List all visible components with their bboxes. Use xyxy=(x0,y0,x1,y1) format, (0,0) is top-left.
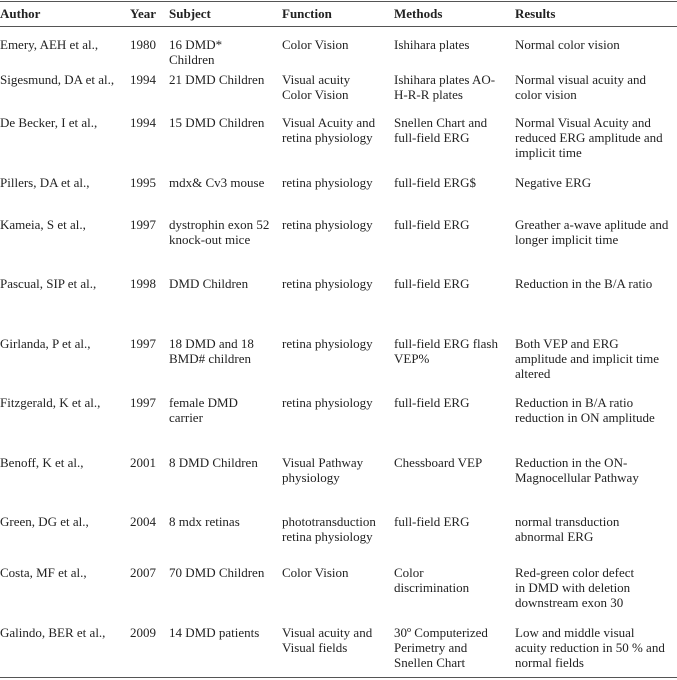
cell-year: 2004 xyxy=(130,514,156,529)
cell-methods: 30º Computerized Perimetry and Snellen Chart xyxy=(394,625,488,670)
cell-subject: DMD Children xyxy=(169,276,249,291)
cell-function: Color Vision xyxy=(282,565,349,580)
cell-subject: 8 DMD Children xyxy=(169,455,258,470)
cell-methods: full-field ERG xyxy=(394,514,470,529)
cell-year: 1980 xyxy=(130,37,156,52)
cell-year: 1997 xyxy=(130,336,156,351)
cell-results: Reduction in the B/A ratio xyxy=(515,276,653,291)
cell-methods: Ishihara plates AO- H-R-R plates xyxy=(394,72,496,102)
cell-results: Normal visual acuity and color vision xyxy=(515,72,647,102)
cell-subject: 16 DMD* Children xyxy=(169,37,223,67)
cell-author: Emery, AEH et al., xyxy=(0,37,99,52)
cell-author: Girlanda, P et al., xyxy=(0,336,91,351)
cell-methods: full-field ERG$ xyxy=(394,175,476,190)
cell-author: Benoff, K et al., xyxy=(0,455,84,470)
cell-author: Galindo, BER et al., xyxy=(0,625,106,640)
cell-subject: female DMD carrier xyxy=(169,395,238,425)
cell-methods: full-field ERG xyxy=(394,395,470,410)
cell-author: Pillers, DA et al., xyxy=(0,175,90,190)
cell-methods: Chessboard VEP xyxy=(394,455,483,470)
cell-methods: Ishihara plates xyxy=(394,37,470,52)
cell-subject: 15 DMD Children xyxy=(169,115,265,130)
cell-function: retina physiology xyxy=(282,175,373,190)
cell-methods: full-field ERG xyxy=(394,217,470,232)
cell-year: 1998 xyxy=(130,276,156,291)
cell-year: 1994 xyxy=(130,72,156,87)
header-author: Author xyxy=(0,6,41,21)
cell-function: Color Vision xyxy=(282,37,349,52)
cell-function: retina physiology xyxy=(282,395,373,410)
cell-results: Normal Visual Acuity and reduced ERG amplitude and implicit time xyxy=(515,115,663,160)
cell-results: Greather a-wave aplitude and longer implicit time xyxy=(515,217,669,247)
cell-methods: full-field ERG flash VEP% xyxy=(394,336,498,366)
header-year: Year xyxy=(130,6,156,21)
cell-year: 1994 xyxy=(130,115,156,130)
cell-methods: Color discrimination xyxy=(394,565,470,595)
cell-function: retina physiology xyxy=(282,276,373,291)
cell-subject: 14 DMD patients xyxy=(169,625,260,640)
cell-subject: mdx& Cv3 mouse xyxy=(169,175,265,190)
header-subject: Subject xyxy=(169,6,211,21)
cell-results: Negative ERG xyxy=(515,175,592,190)
cell-year: 1997 xyxy=(130,217,156,232)
table-header-rule xyxy=(0,26,677,27)
cell-methods: Snellen Chart and full-field ERG xyxy=(394,115,488,145)
cell-function: Visual acuity Color Vision xyxy=(282,72,351,102)
cell-function: Visual acuity and Visual fields xyxy=(282,625,373,655)
header-results: Results xyxy=(515,6,556,21)
cell-year: 1995 xyxy=(130,175,156,190)
cell-year: 2009 xyxy=(130,625,156,640)
cell-author: Pascual, SIP et al., xyxy=(0,276,97,291)
cell-function: phototransduction retina physiology xyxy=(282,514,376,544)
cell-year: 2007 xyxy=(130,565,156,580)
cell-results: Reduction in B/A ratio reduction in ON amplitude xyxy=(515,395,655,425)
cell-function: Visual Acuity and retina physiology xyxy=(282,115,376,145)
cell-results: Both VEP and ERG amplitude and implicit time altered xyxy=(515,336,660,381)
cell-author: De Becker, I et al., xyxy=(0,115,98,130)
cell-function: retina physiology xyxy=(282,217,373,232)
cell-author: Fitzgerald, K et al., xyxy=(0,395,101,410)
cell-results: Low and middle visual acuity reduction in 50 % and normal fields xyxy=(515,625,665,670)
cell-results: Red-green color defect in DMD with deletion downstream exon 30 xyxy=(515,565,635,610)
cell-subject: 8 mdx retinas xyxy=(169,514,240,529)
cell-author: Green, DG et al., xyxy=(0,514,89,529)
cell-subject: dystrophin exon 52 knock-out mice xyxy=(169,217,270,247)
cell-subject: 21 DMD Children xyxy=(169,72,265,87)
cell-year: 1997 xyxy=(130,395,156,410)
cell-results: Normal color vision xyxy=(515,37,620,52)
cell-author: Kameia, S et al., xyxy=(0,217,86,232)
cell-methods: full-field ERG xyxy=(394,276,470,291)
cell-function: Visual Pathway physiology xyxy=(282,455,364,485)
cell-results: normal transduction abnormal ERG xyxy=(515,514,620,544)
cell-subject: 18 DMD and 18 BMD# children xyxy=(169,336,254,366)
header-methods: Methods xyxy=(394,6,443,21)
cell-results: Reduction in the ON- Magnocellular Pathway xyxy=(515,455,639,485)
table-bottom-rule xyxy=(0,677,677,678)
header-function: Function xyxy=(282,6,332,21)
cell-author: Costa, MF et al., xyxy=(0,565,87,580)
cell-subject: 70 DMD Children xyxy=(169,565,265,580)
table-top-rule xyxy=(0,1,677,2)
cell-function: retina physiology xyxy=(282,336,373,351)
cell-year: 2001 xyxy=(130,455,156,470)
cell-author: Sigesmund, DA et al., xyxy=(0,72,115,87)
